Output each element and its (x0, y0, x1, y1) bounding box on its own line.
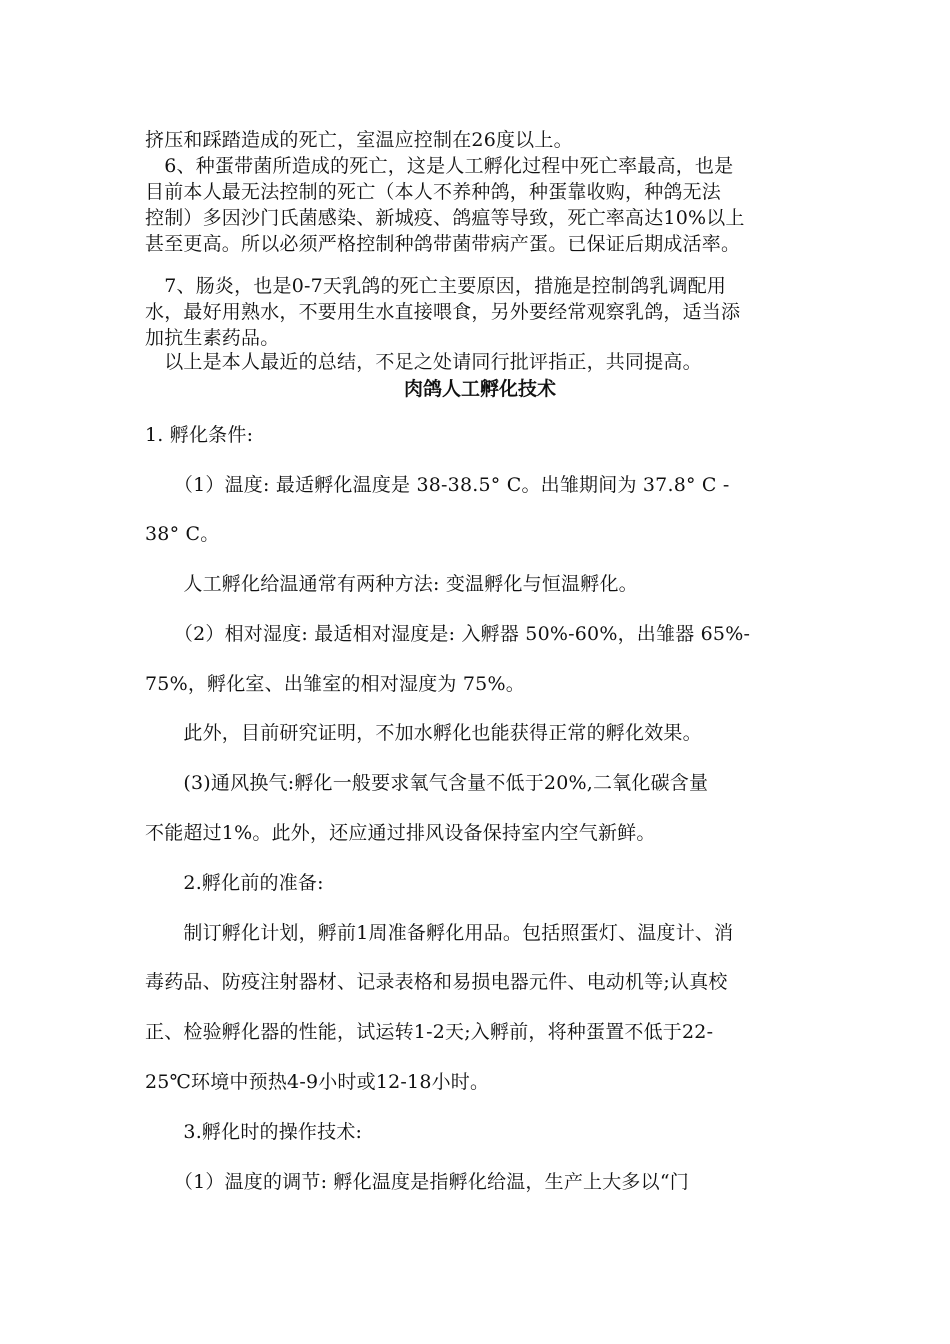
paragraph-line: 制订孵化计划，孵前1周准备孵化用品。包括照蛋灯、温度计、消 (145, 922, 734, 944)
paragraph-line: (3)通风换气:孵化一般要求氧气含量不低于20%,二氧化碳含量 (145, 772, 709, 794)
paragraph-line: 甚至更高。所以必须严格控制种鸽带菌带病产蛋。已保证后期成活率。 (145, 233, 741, 255)
paragraph-line: 加抗生素药品。 (145, 327, 280, 349)
paragraph-line: 6、种蛋带菌所造成的死亡，这是人工孵化过程中死亡率最高，也是 (145, 155, 734, 177)
paragraph-line: 38° C。 (145, 523, 220, 545)
paragraph-line: 控制）多因沙门氏菌感染、新城疫、鸽瘟等导致，死亡率高达10%以上 (145, 207, 745, 229)
section-heading: 2.孵化前的准备: (145, 872, 324, 894)
paragraph-line: 以上是本人最近的总结，不足之处请同行批评指正，共同提高。 (145, 351, 702, 373)
paragraph-line: 水，最好用熟水，不要用生水直接喂食，另外要经常观察乳鸽，适当添 (145, 301, 741, 323)
section-heading: 3.孵化时的操作技术: (145, 1121, 363, 1143)
paragraph-line: 不能超过1%。此外，还应通过排风设备保持室内空气新鲜。 (145, 822, 656, 844)
paragraph-line: 75%，孵化室、出雏室的相对湿度为 75%。 (145, 673, 525, 695)
paragraph-line: （1）温度的调节: 孵化温度是指孵化给温，生产上大多以“门 (145, 1171, 689, 1193)
paragraph-line: 毒药品、防疫注射器材、记录表格和易损电器元件、电动机等;认真校 (145, 971, 728, 993)
paragraph-line: （1）温度: 最适孵化温度是 38-38.5° C。出雏期间为 37.8° C - (145, 474, 730, 496)
paragraph-line: 此外，目前研究证明，不加水孵化也能获得正常的孵化效果。 (145, 722, 702, 744)
paragraph-line: 挤压和踩踏造成的死亡，室温应控制在26度以上。 (145, 129, 573, 151)
paragraph-line: 7、肠炎，也是0-7天乳鸽的死亡主要原因，措施是控制鸽乳调配用 (145, 275, 727, 297)
paragraph-line: 人工孵化给温通常有两种方法: 变温孵化与恒温孵化。 (145, 573, 638, 595)
paragraph-line: 正、检验孵化器的性能，试运转1-2天;入孵前，将种蛋置不低于22- (145, 1021, 714, 1043)
paragraph-line: 目前本人最无法控制的死亡（本人不养种鸽，种蛋靠收购，种鸽无法 (145, 181, 722, 203)
section-heading: 1. 孵化条件: (145, 424, 254, 446)
section-title: 肉鸽人工孵化技术 (403, 378, 556, 400)
paragraph-line: 25℃环境中预热4-9小时或12-18小时。 (145, 1071, 490, 1093)
paragraph-line: （2）相对湿度: 最适相对湿度是: 入孵器 50%-60%，出雏器 65%- (145, 623, 751, 645)
